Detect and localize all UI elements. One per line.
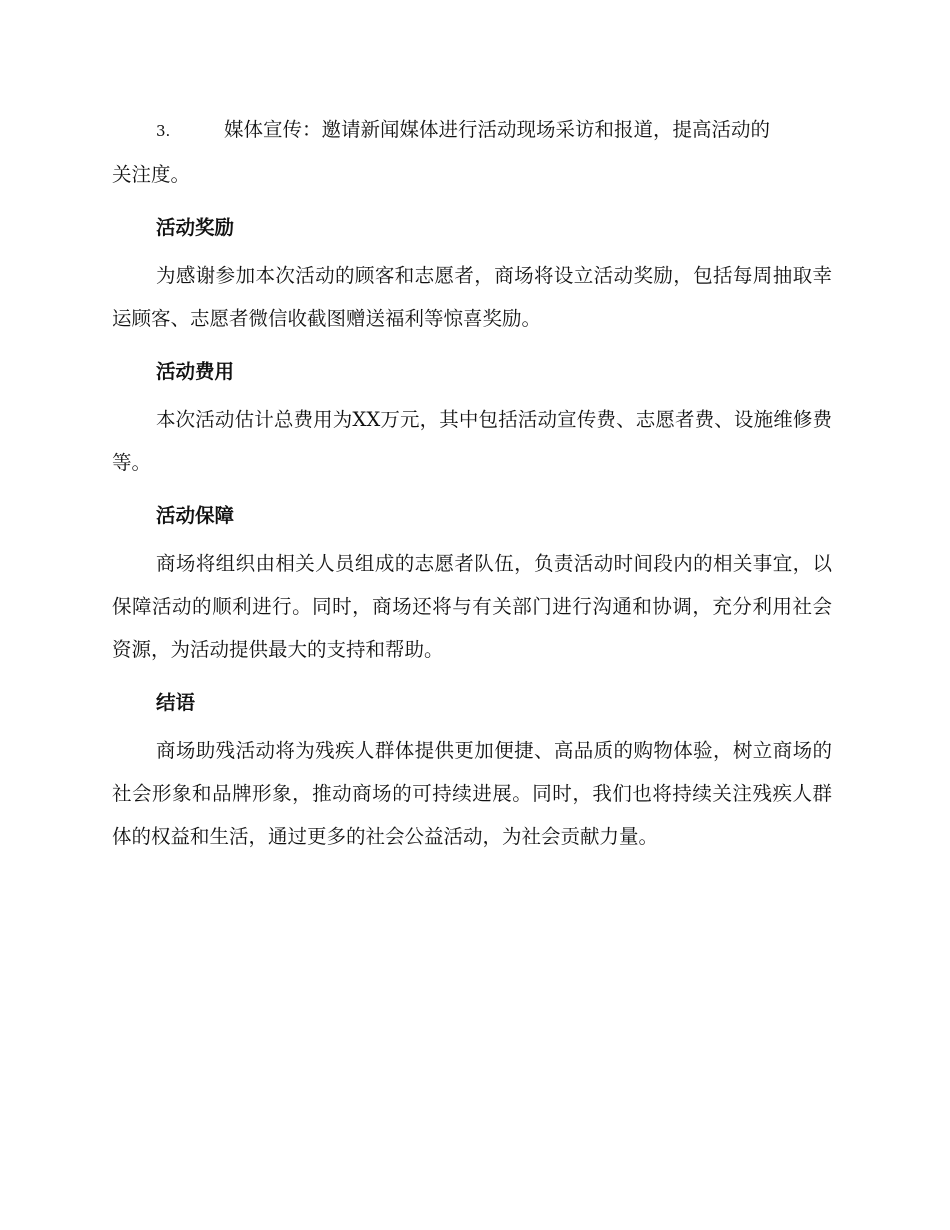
section-heading-conclusion: 结语 <box>156 691 196 714</box>
list-item-text-line2: 关注度。 <box>112 163 191 186</box>
section-heading-costs: 活动费用 <box>156 360 235 383</box>
list-item-media-promotion <box>112 108 832 196</box>
document-body <box>112 108 832 868</box>
list-item-text-line1: 媒体宣传：邀请新闻媒体进行活动现场采访和报道，提高活动的 <box>224 118 771 141</box>
list-number: 3. <box>156 122 171 140</box>
section-heading-rewards: 活动奖励 <box>156 216 235 239</box>
section-heading-guarantee: 活动保障 <box>156 504 235 527</box>
list-item-line <box>112 108 832 153</box>
section-paragraph-conclusion: 商场助残活动将为残疾人群体提供更加便捷、高品质的购物体验，树立商场的社会形象和品牌形象，推动商场的可持续进展。同时，我们也将持续关注残疾人群体的权益和生活，通过更多的社会公益活动，为社会贡献力量。 <box>112 739 832 848</box>
section-paragraph-guarantee: 商场将组织由相关人员组成的志愿者队伍，负责活动时间段内的相关事宜，以保障活动的顺利进行。同时，商场还将与有关部门进行沟通和协调，充分利用社会资源，为活动提供最大的支持和帮助。 <box>112 552 832 661</box>
section-paragraph-costs: 本次活动估计总费用为XX万元，其中包括活动宣传费、志愿者费、设施维修费等。 <box>112 408 832 474</box>
section-paragraph-rewards: 为感谢参加本次活动的顾客和志愿者，商场将设立活动奖励，包括每周抽取幸运顾客、志愿者微信收截图赠送福利等惊喜奖励。 <box>112 264 832 330</box>
